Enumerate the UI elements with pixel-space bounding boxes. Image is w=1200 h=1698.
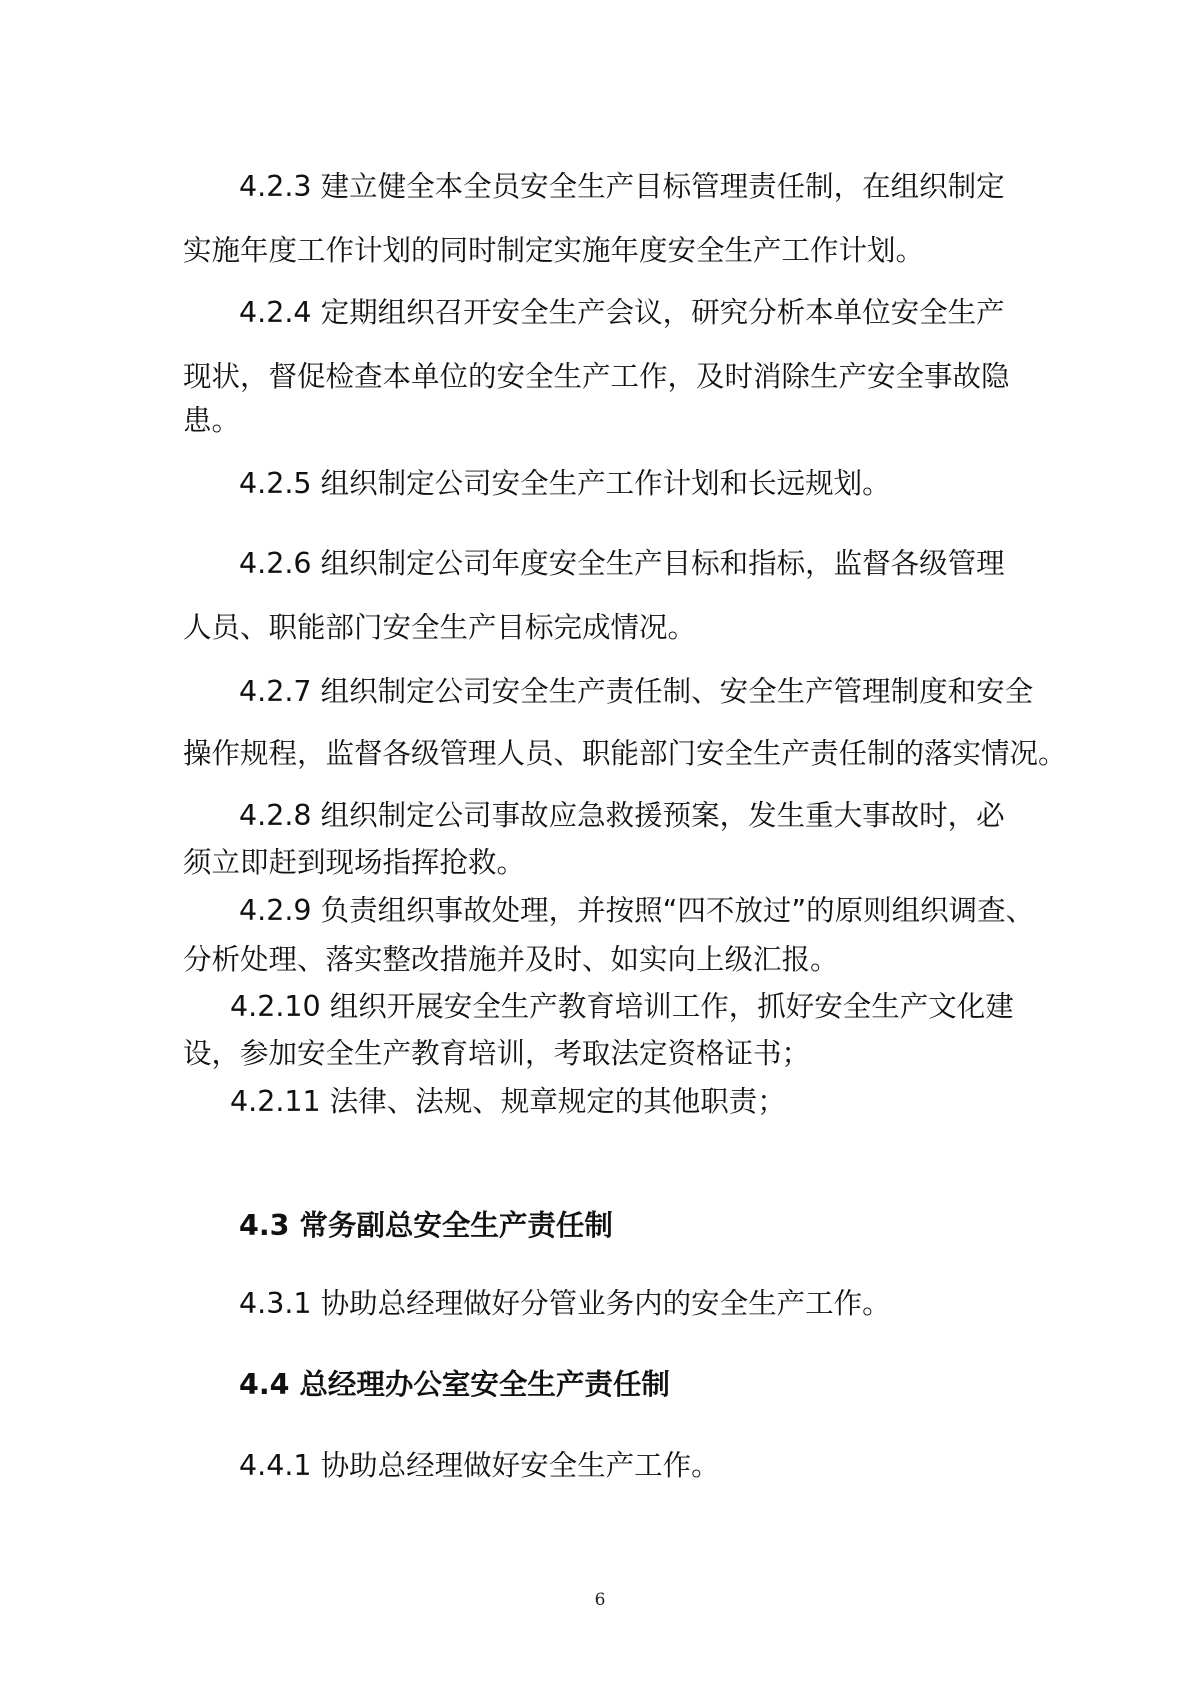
item-4-2-6-line-1: 4.2.6 组织制定公司年度安全生产目标和指标，监督各级管理 <box>239 547 1005 580</box>
item-4-4-1: 4.4.1 协助总经理做好安全生产工作。 <box>239 1449 720 1482</box>
item-4-2-7-line-1: 4.2.7 组织制定公司安全生产责任制、安全生产管理制度和安全 <box>239 675 1034 708</box>
item-4-2-10-line-2: 设，参加安全生产教育培训，考取法定资格证书； <box>183 1037 811 1070</box>
item-4-2-8-line-1: 4.2.8 组织制定公司事故应急救援预案，发生重大事故时，必 <box>239 799 1005 832</box>
page-number: 6 <box>594 1590 606 1610</box>
item-4-2-3-line-2: 实施年度工作计划的同时制定实施年度安全生产工作计划。 <box>183 234 925 267</box>
item-4-2-10-line-1: 4.2.10 组织开展安全生产教育培训工作，抓好安全生产文化建 <box>230 990 1014 1023</box>
item-4-2-11: 4.2.11 法律、法规、规章规定的其他职责； <box>230 1085 786 1118</box>
item-4-2-8-line-2: 须立即赶到现场指挥抢救。 <box>183 846 526 879</box>
item-4-2-5: 4.2.5 组织制定公司安全生产工作计划和长远规划。 <box>239 467 891 500</box>
item-4-2-9-line-1: 4.2.9 负责组织事故处理，并按照“四不放过”的原则组织调查、 <box>239 894 1035 927</box>
item-4-2-9-line-2: 分析处理、落实整改措施并及时、如实向上级汇报。 <box>183 943 839 976</box>
item-4-2-4-line-3: 患。 <box>183 404 241 437</box>
item-4-3-1: 4.3.1 协助总经理做好分管业务内的安全生产工作。 <box>239 1287 891 1320</box>
item-4-2-6-line-2: 人员、职能部门安全生产目标完成情况。 <box>183 611 697 644</box>
item-4-2-4-line-2: 现状，督促检查本单位的安全生产工作，及时消除生产安全事故隐 <box>183 360 1010 393</box>
item-4-2-7-line-2: 操作规程，监督各级管理人员、职能部门安全生产责任制的落实情况。 <box>183 737 1067 770</box>
item-4-2-3-line-1: 4.2.3 建立健全本全员安全生产目标管理责任制，在组织制定 <box>239 170 1005 203</box>
item-4-2-4-line-1: 4.2.4 定期组织召开安全生产会议，研究分析本单位安全生产 <box>239 296 1005 329</box>
section-heading-4-4: 4.4 总经理办公室安全生产责任制 <box>239 1368 670 1401</box>
section-heading-4-3: 4.3 常务副总安全生产责任制 <box>239 1209 613 1242</box>
